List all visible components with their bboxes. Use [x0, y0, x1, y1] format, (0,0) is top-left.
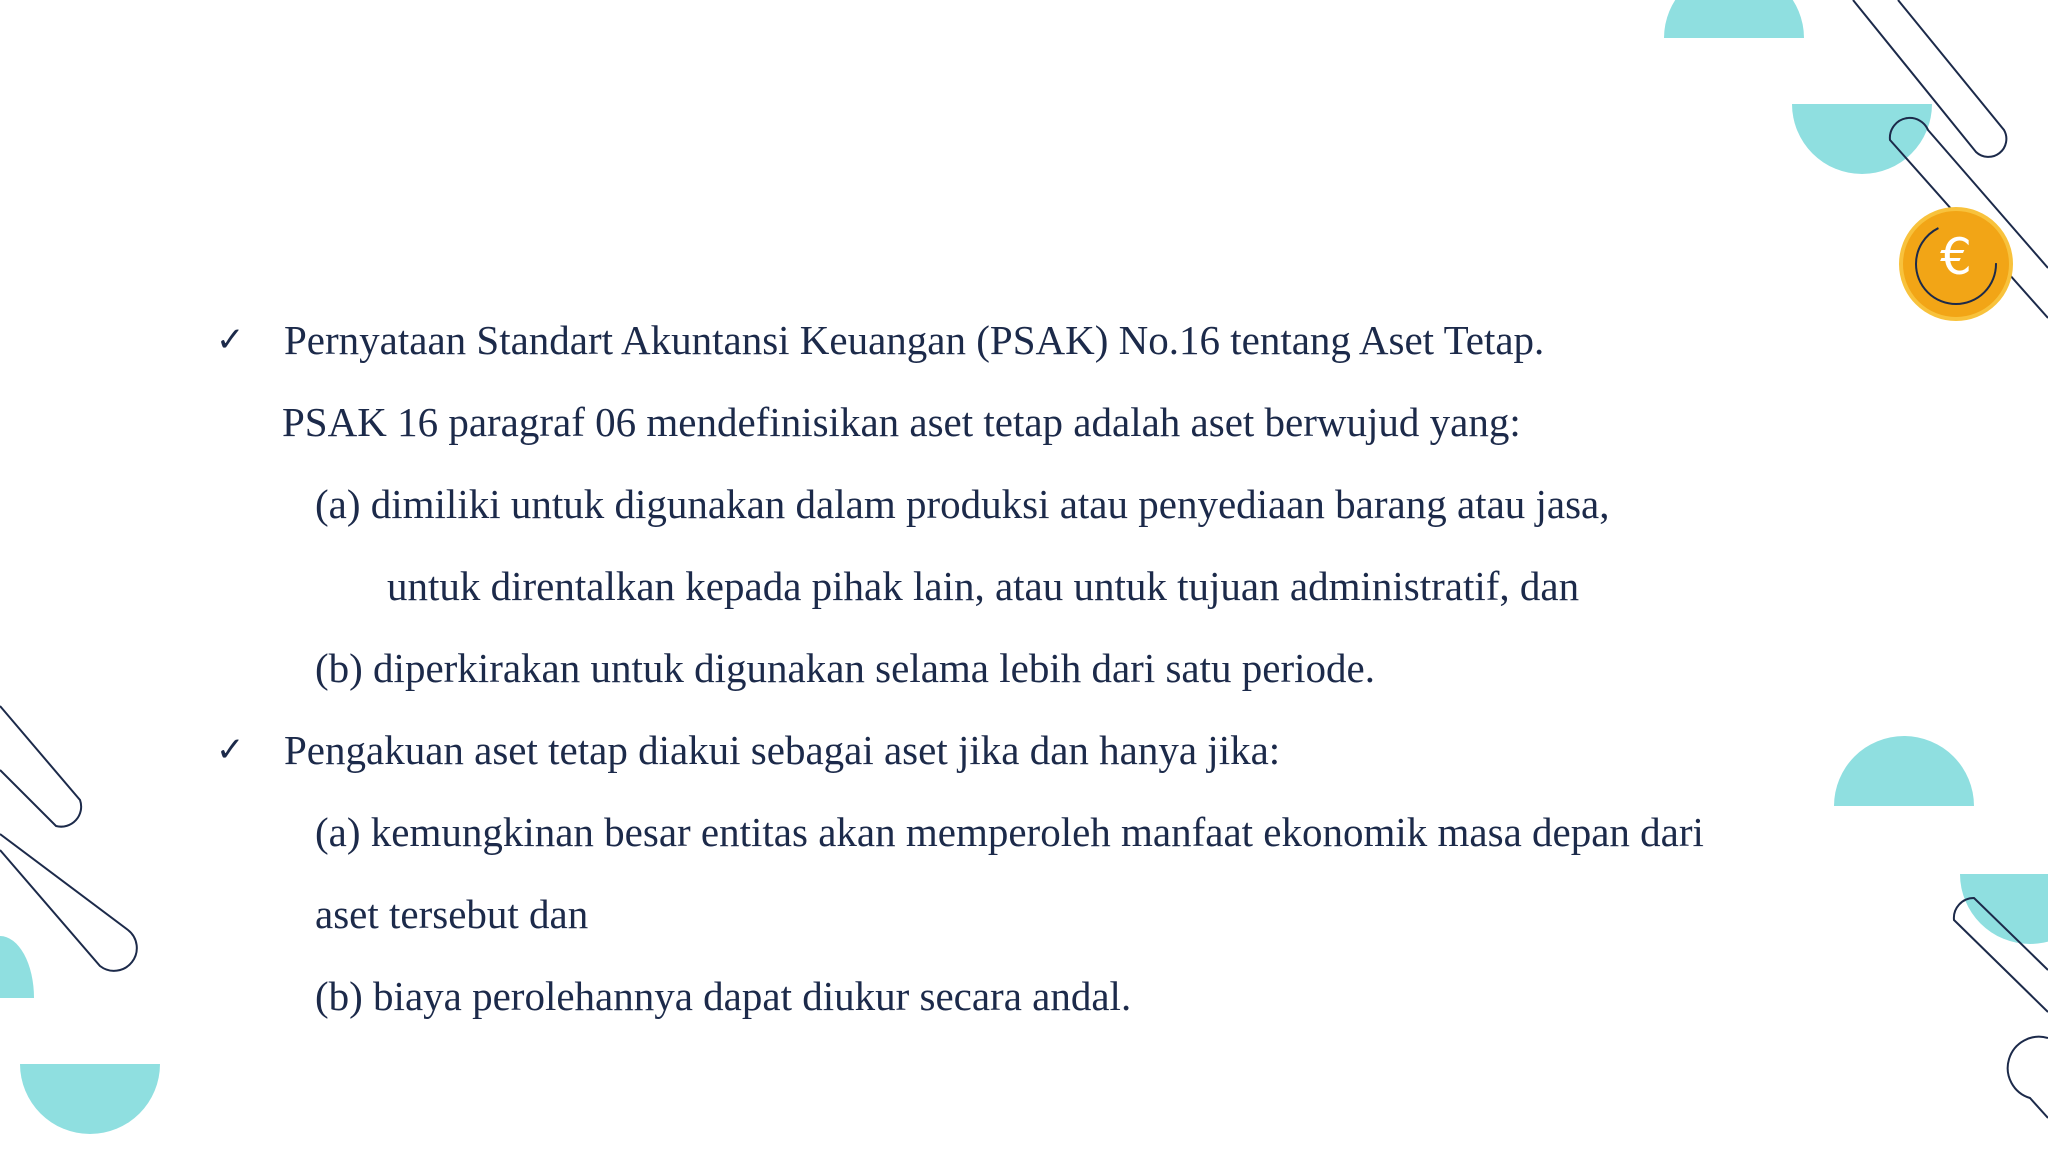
section-1-item-b: (b) diperkirakan untuk digunakan selama lebih dari satu periode.	[315, 645, 1375, 691]
section-2-heading: Pengakuan aset tetap diakui sebagai aset jika dan hanya jika:	[284, 727, 1281, 773]
check-bullet-1: ✓	[216, 320, 245, 360]
section-2-item-b: (b) biaya perolehannya dapat diukur secara andal.	[315, 973, 1132, 1019]
section-2-item-a: (a) kemungkinan besar entitas akan memperoleh manfaat ekonomik masa depan dari	[315, 809, 1704, 855]
section-1-item-a: (a) dimiliki untuk digunakan dalam produksi atau penyediaan barang atau jasa,	[315, 481, 1610, 527]
section-1-item-a-cont: untuk direntalkan kepada pihak lain, atau untuk tujuan administratif, dan	[387, 563, 1580, 609]
section-1-heading: Pernyataan Standart Akuntansi Keuangan (PSAK) No.16 tentang Aset Tetap.	[284, 317, 1545, 363]
section-2-item-a-cont: aset tersebut dan	[315, 891, 589, 937]
check-bullet-2: ✓	[216, 730, 245, 770]
coin-symbol: €	[1940, 228, 1972, 286]
section-1-intro: PSAK 16 paragraf 06 mendefinisikan aset tetap adalah aset berwujud yang:	[282, 399, 1521, 445]
